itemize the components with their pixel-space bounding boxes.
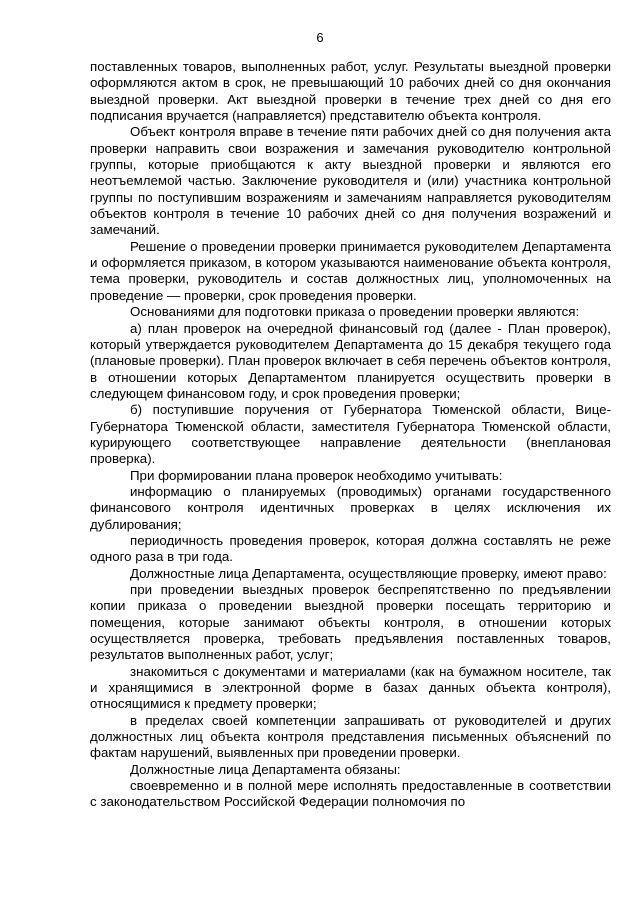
paragraph-decision: Решение о проведении проверки принимается руководителем Департамента и оформляется приказом, в котором указываются наименование объекта контроля, тема проверки, руководитель и состав должностных лиц, уполномоченных на проведение — проверки, срок проведения проверки. [90,238,611,303]
paragraph-grounds-a: а) план проверок на очередной финансовый год (далее - План проверок), который утверждается руководителем Департамента до 15 декабря текущего года (плановые проверки). План проверок включает в себя перечень объектов контроля, в отношении которых Департаментом планируется осуществить проверки в следующем финансовом году, и срок проведения проверки; [90,320,611,401]
paragraph-act-of-inspection: поставленных товаров, выполненных работ, услуг. Результаты выездной проверки оформляются актом в срок, не превышающий 10 рабочих дней со дня окончания выездной проверки. Акт выездной проверки в течение трех дней со дня его подписания вручается (направляется) представителю объекта контроля. [90,59,611,124]
paragraph-grounds-b: б) поступившие поручения от Губернатора Тюменской области, Вице-Губернатора Тюменской области, заместителя Губернатора Тюменской области, курирующего соответствующее направление деятельности (внеплановая проверка). [90,402,611,467]
paragraph-plan-info: информацию о планируемых (проводимых) органами государственного финансового контроля идентичных проверках в целях исключения их дублирования; [90,483,611,532]
paragraph-right-visit: при проведении выездных проверок беспрепятственно по предъявлении копии приказа о проведении выездной проверки посещать территорию и помещения, которые занимают объекты контроля, в отношении которых осуществляется проверка, требовать предъявления поставленных товаров, результатов выполненных работ, услуг; [90,582,611,663]
document-body [90,59,611,811]
paragraph-plan-periodicity: периодичность проведения проверок, которая должна составлять не реже одного раза в три года. [90,532,611,565]
paragraph-right-documents: знакомиться с документами и материалами (как на бумажном носителе, так и хранящимися в электронной форме в базах данных объекта контроля), относящимися к предмету проверки; [90,663,611,712]
paragraph-objections: Объект контроля вправе в течение пяти рабочих дней со дня получения акта проверки направить свои возражения и замечания руководителю контрольной группы, которые приобщаются к акту выездной проверки и являются его неотъемлемой частью. Заключение руководителя и (или) участника контрольной группы по поступившим возражениям и замечаниям направляется руководителям объектов контроля в течение 10 рабочих дней со дня получения возражений и замечаний. [90,124,611,238]
paragraph-duty-perform: своевременно и в полной мере исполнять предоставленные в соответствии с законодательством Российской Федерации полномочия по [90,778,611,810]
page-number: 6 [316,30,324,45]
paragraph-right-request: в пределах своей компетенции запрашивать от руководителей и других должностных лиц объекта контроля представления письменных объяснений по фактам нарушений, выявленных при проведении проверки. [90,712,611,761]
paragraph-plan-heading: При формировании плана проверок необходимо учитывать: [130,467,503,483]
paragraph-rights-heading: Должностные лица Департамента, осуществляющие проверку, имеют право: [130,565,607,581]
paragraph-duties-heading: Должностные лица Департамента обязаны: [130,761,401,777]
paragraph-grounds-heading: Основаниями для подготовки приказа о проведении проверки являются: [130,304,580,320]
